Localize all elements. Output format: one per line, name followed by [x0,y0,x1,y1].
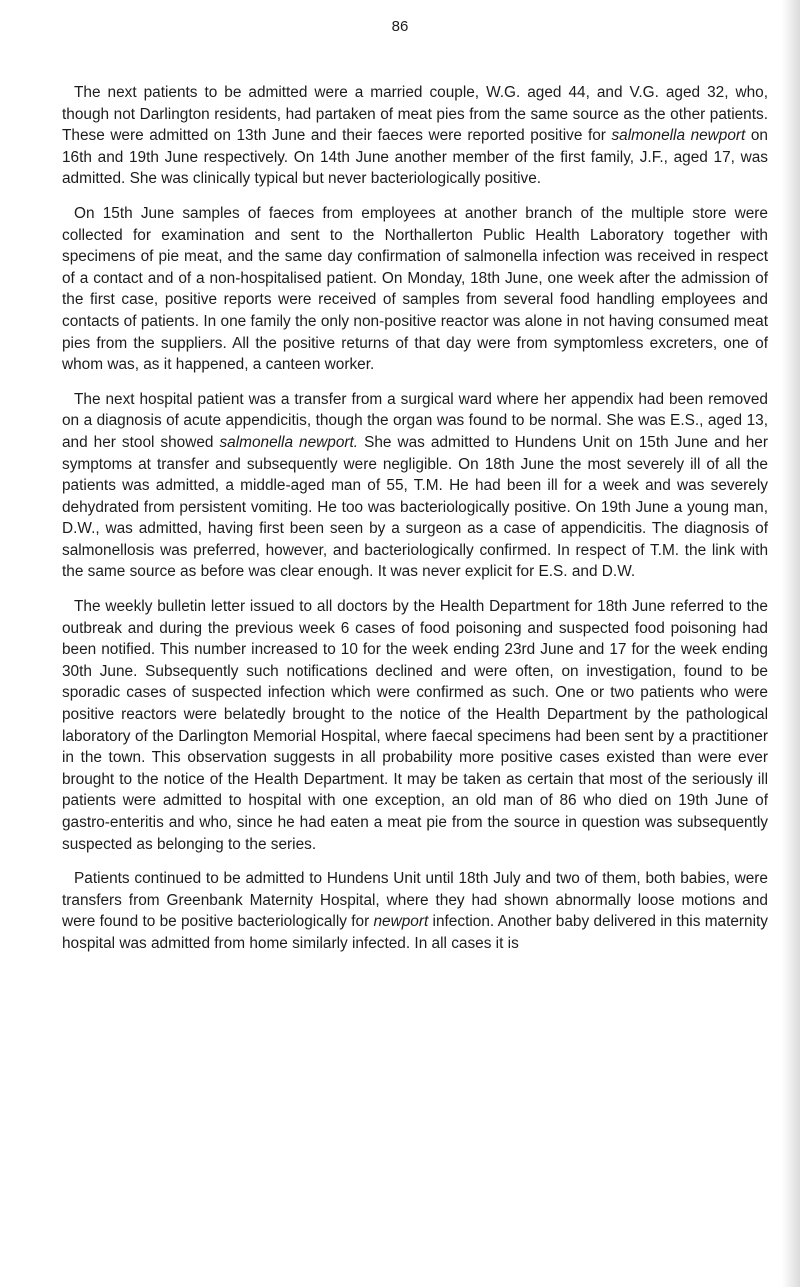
paragraph [62,596,768,855]
italic-run: salmonella newport [611,127,746,145]
text-run: infection. Another baby delivered in this maternity hospital was admitted from home similarly infected. In all cases it is [62,913,768,952]
page-number: 86 [391,18,409,35]
paragraph [62,868,768,954]
italic-run: newport [373,913,429,931]
paragraph [62,389,768,583]
text-run: on 16th and 19th June respectively. On 14th June another member of the first family, J.F., aged 17, was admitted. She was clinically typical but never bacteriologically positive. [62,127,768,188]
text-run: The next patients to be admitted were a married couple, W.G. aged 44, and V.G. aged 32, who, though not Darlington residents, had partaken of meat pies from the same source as the other patients. These were admitted on 13th June and their faeces were reported positive for [62,84,768,145]
text-run: Patients continued to be admitted to Hundens Unit until 18th July and two of them, both babies, were transfers from Greenbank Maternity Hospital, where they had shown abnormally loose motions and were found to be positive bacteriologically for [62,870,768,931]
text-run: The next hospital patient was a transfer from a surgical ward where her appendix had been removed on a diagnosis of acute appendicitis, though the organ was found to be normal. She was E.S., aged 13, and her stool showed [62,390,768,451]
text-run: The weekly bulletin letter issued to all doctors by the Health Department for 18th June referred to the outbreak and during the previous week 6 cases of food poisoning and suspected food poisoning had been notified. This number increased to 10 for the week ending 23rd June and 17 for the week ending 30th June. Subsequently such notifications declined and were often, on investigation, found to be sporadic cases of suspected infection which were confirmed as such. One or two patients who were positive reactors were belatedly brought to the notice of the Health Department by the pathological laboratory of the Darlington Memorial Hospital, where faecal specimens had been sent by a practitioner in the town. This observation suggests in all probability more positive cases existed than were ever brought to the notice of the Health Department. It may be taken as certain that most of the seriously ill patients were admitted to hospital with one exception, an old man of 86 who died on 19th June of gastro-enteritis and who, since he had eaten a meat pie from the source in question was subsequently suspected as belonging to the series. [62,598,768,853]
paragraph [62,203,768,376]
italic-run: salmonella newport. [219,433,359,451]
paragraph [62,82,768,190]
text-run: She was admitted to Hundens Unit on 15th June and her symptoms at transfer and subsequently were negligible. On 18th June the most severely ill of all the patients was admitted, a middle-aged man of 55, T.M. He had been ill for a week and was severely dehydrated from persistent vomiting. He too was bacteriologically positive. On 19th June a young man, D.W., was admitted, having first been seen by a surgeon as a case of appendicitis. The diagnosis of salmonellosis was preferred, however, and bacteriologically confirmed. In respect of T.M. the link with the same source as before was clear enough. It was never explicit for E.S. and D.W. [62,433,768,581]
page-edge-shadow [782,0,800,1287]
body-text [62,82,768,968]
text-run: On 15th June samples of faeces from employees at another branch of the multiple store were collected for examination and sent to the Northallerton Public Health Laboratory together with specimens of pie meat, and the same day confirmation of salmonella infection was received in respect of a contact and of a non-hospitalised patient. On Monday, 18th June, one week after the admission of the first case, positive reports were received of samples from several food handling employees and contacts of patients. In one family the only non-positive reactor was alone in not having consumed meat pies from the suppliers. All the positive returns of that day were from symptomless excreters, one of whom was, as it happened, a canteen worker. [62,204,768,374]
